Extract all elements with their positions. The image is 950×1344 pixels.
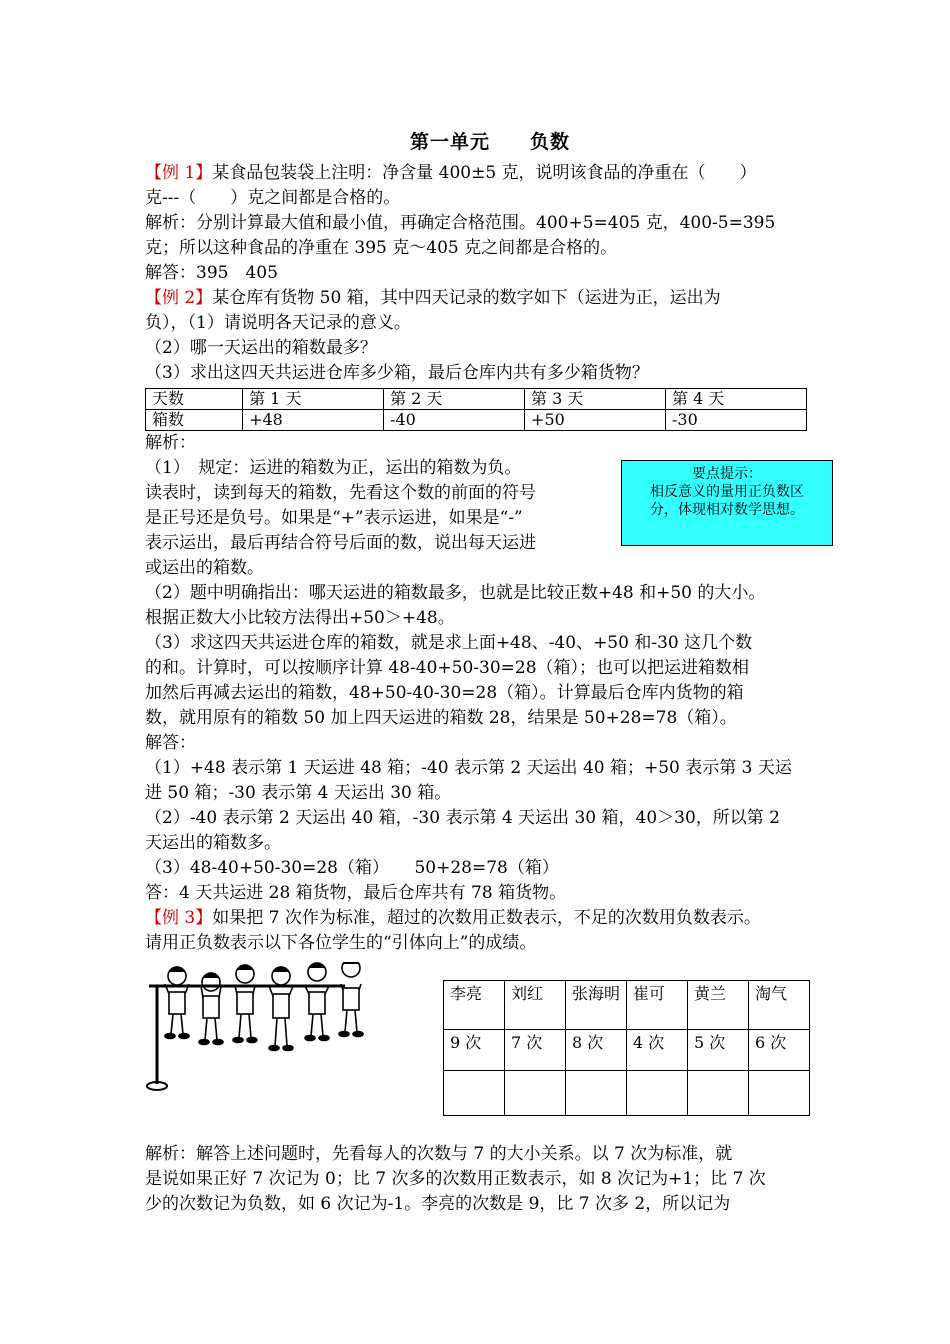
ex2-question-line-1: 【例 2】某仓库有货物 50 箱，其中四天记录的数字如下（运进为正，运出为 <box>145 288 721 308</box>
ex1-question-line-1: 【例 1】某食品包装袋上注明：净含量 400±5 克，说明该食品的净重在（ ） <box>145 163 757 183</box>
pull-up-kids-illustration <box>145 962 395 1092</box>
ex1-label: 【例 1】 <box>145 163 213 183</box>
ex2-question-line-2: 负），（1）请说明各天记录的意义。 <box>145 313 411 333</box>
ex1-question-line-2: 克---（ ）克之间都是合格的。 <box>145 188 401 208</box>
ex3-question-line-2: 请用正负数表示以下各位学生的“引体向上”的成绩。 <box>145 933 537 953</box>
ex2-days-table <box>145 388 807 431</box>
ex1-analysis-line-2: 克；所以这种食品的净重在 395 克～405 克之间都是合格的。 <box>145 238 618 258</box>
table-row: 李亮 刘红 张海明 崔可 黄兰 淘气 <box>444 981 810 1030</box>
ex1-answer: 解答：395 405 <box>145 263 278 283</box>
table-row: 9 次 7 次 8 次 4 次 5 次 6 次 <box>444 1030 810 1071</box>
table-row <box>444 1071 810 1116</box>
table-row: 天数 第 1 天 第 2 天 第 3 天 第 4 天 <box>146 389 807 410</box>
ex3-scores-table <box>443 980 810 1116</box>
ex3-question-line-1: 【例 3】如果把 7 次作为标准，超过的次数用正数表示，不足的次数用负数表示。 <box>145 908 761 928</box>
ex2-analysis-label: 解析： <box>145 433 196 453</box>
ex3-figure-and-table <box>145 962 835 1142</box>
ex1-analysis-line-1: 解析：分别计算最大值和最小值，再确定合格范围。400+5=405 克，400-5=395 <box>145 213 776 233</box>
key-point-hint-box: 要点提示： 相反意义的量用正负数区 分，体现相对数学思想。 <box>621 460 833 546</box>
ex2-question-2: （2）哪一天运出的箱数最多？ <box>145 338 377 358</box>
ex2-label: 【例 2】 <box>145 288 213 308</box>
page-title: 第一单元 负数 <box>409 131 571 153</box>
ex2-analysis-1-block: （1） 规定：运进的箱数为正，运出的箱数为负。 读表时，读到每天的箱数，先看这个数的前面的符号 是正号还是负号。如果是“+”表示运进，如果是“-” 表示运出，最后再结合符号后面的数，说出每天运进 或运出的箱数。 要点提示： 相反意义的量用正负数区 分，体现相对数学思想。 <box>145 456 835 581</box>
ex3-label: 【例 3】 <box>145 908 213 928</box>
table-row: 箱数 +48 -40 +50 -30 <box>146 410 807 431</box>
ex2-question-3: （3）求出这四天共运进仓库多少箱，最后仓库内共有多少箱货物？ <box>145 363 649 383</box>
ex2-answer-label: 解答： <box>145 733 196 753</box>
document-page: 第一单元 负数 【例 1】某食品包装袋上注明：净含量 400±5 克，说明该食品的净重在（ ） 克---（ ）克之间都是合格的。 解析：分别计算最大值和最小值，再确定合格范围。400+5=405 克，400-5=395 克；所以这种食品的净重在 395 克～405 克之间都是合格的。 解答：395 405 【例 2】某仓库有货物 50 箱，其中四天记录的数字如下（运进为正，运出为 负），（1）请说明各天记录的意义。 （2）哪一天运出的箱数最多？ （3）求出这四天共运进仓库多少箱，最后仓库内共有多少箱货物？ 天数 第 1 天 第 2 天 第 3 天 第 4 天 箱数 +48 -40 +50 -30 解析： （1） 规定：运进的箱数为正，运出的箱数为负。 读表时，读到每天的箱数，先看这个数的前面的符号 是正号还是负号。如果是“+”表示运进，如果是“-” 表示运出，最后再结合符号后面的数，说出每天运进 或运出的箱数。 要点提示： 相反意义的量用正负数区 分，体现相对数学思想。 （2）题中明确指出：哪天运进的箱数最多，也就是比较正数+48 和+50 的大小。 根据正数大小比较方法得出+50＞+48。 （3）求这四天共运进仓库的箱数，就是求上面+48、-40、+50 和-30 这几个数 的和。计算时，可以按顺序计算 48-40+50-30=28（箱）；也可以把运进箱数相 加然后再减去运出的箱数，48+50-40-30=28（箱）。计算最后仓库内货物的箱 数，就用原有的箱数 50 加上四天运进的箱数 28，结果是 50+28=78（箱）。 解答： （1）+48 表示第 1 天运进 48 箱；-40 表示第 2 天运出 40 箱；+50 表示第 3 天运 进 50 箱；-30 表示第 4 天运出 30 箱。 （2）-40 表示第 2 天运出 40 箱，-30 表示第 4 天运出 30 箱，40＞30，所以第 2 天运出的箱数多。 （3）48-40+50-30=28（箱） 50+28=78（箱） 答：4 天共运进 28 箱货物，最后仓库共有 78 箱货物。 【例 3】如果把 7 次作为标准，超过的次数用正数表示，不足的次数用负数表示。 请用正负数表示以下各位学生的“引体向上”的成绩。 李亮 刘红 张海明 崔可 黄兰 淘气 9 次 7 次 8 次 4 次 5 次 6 次 解析：解答上述问题时，先看每人的次数与 7 的大小关系。以 7 次为标准，就 是说如果正好 7 次记为 0；比 7 次多的次数用正数表示，如 8 次记为+1；比 7 次 少的次数记为负数，如 6 次记为-1。李亮的次数是 9，比 7 次多 2，所以记为 <box>145 125 835 1217</box>
